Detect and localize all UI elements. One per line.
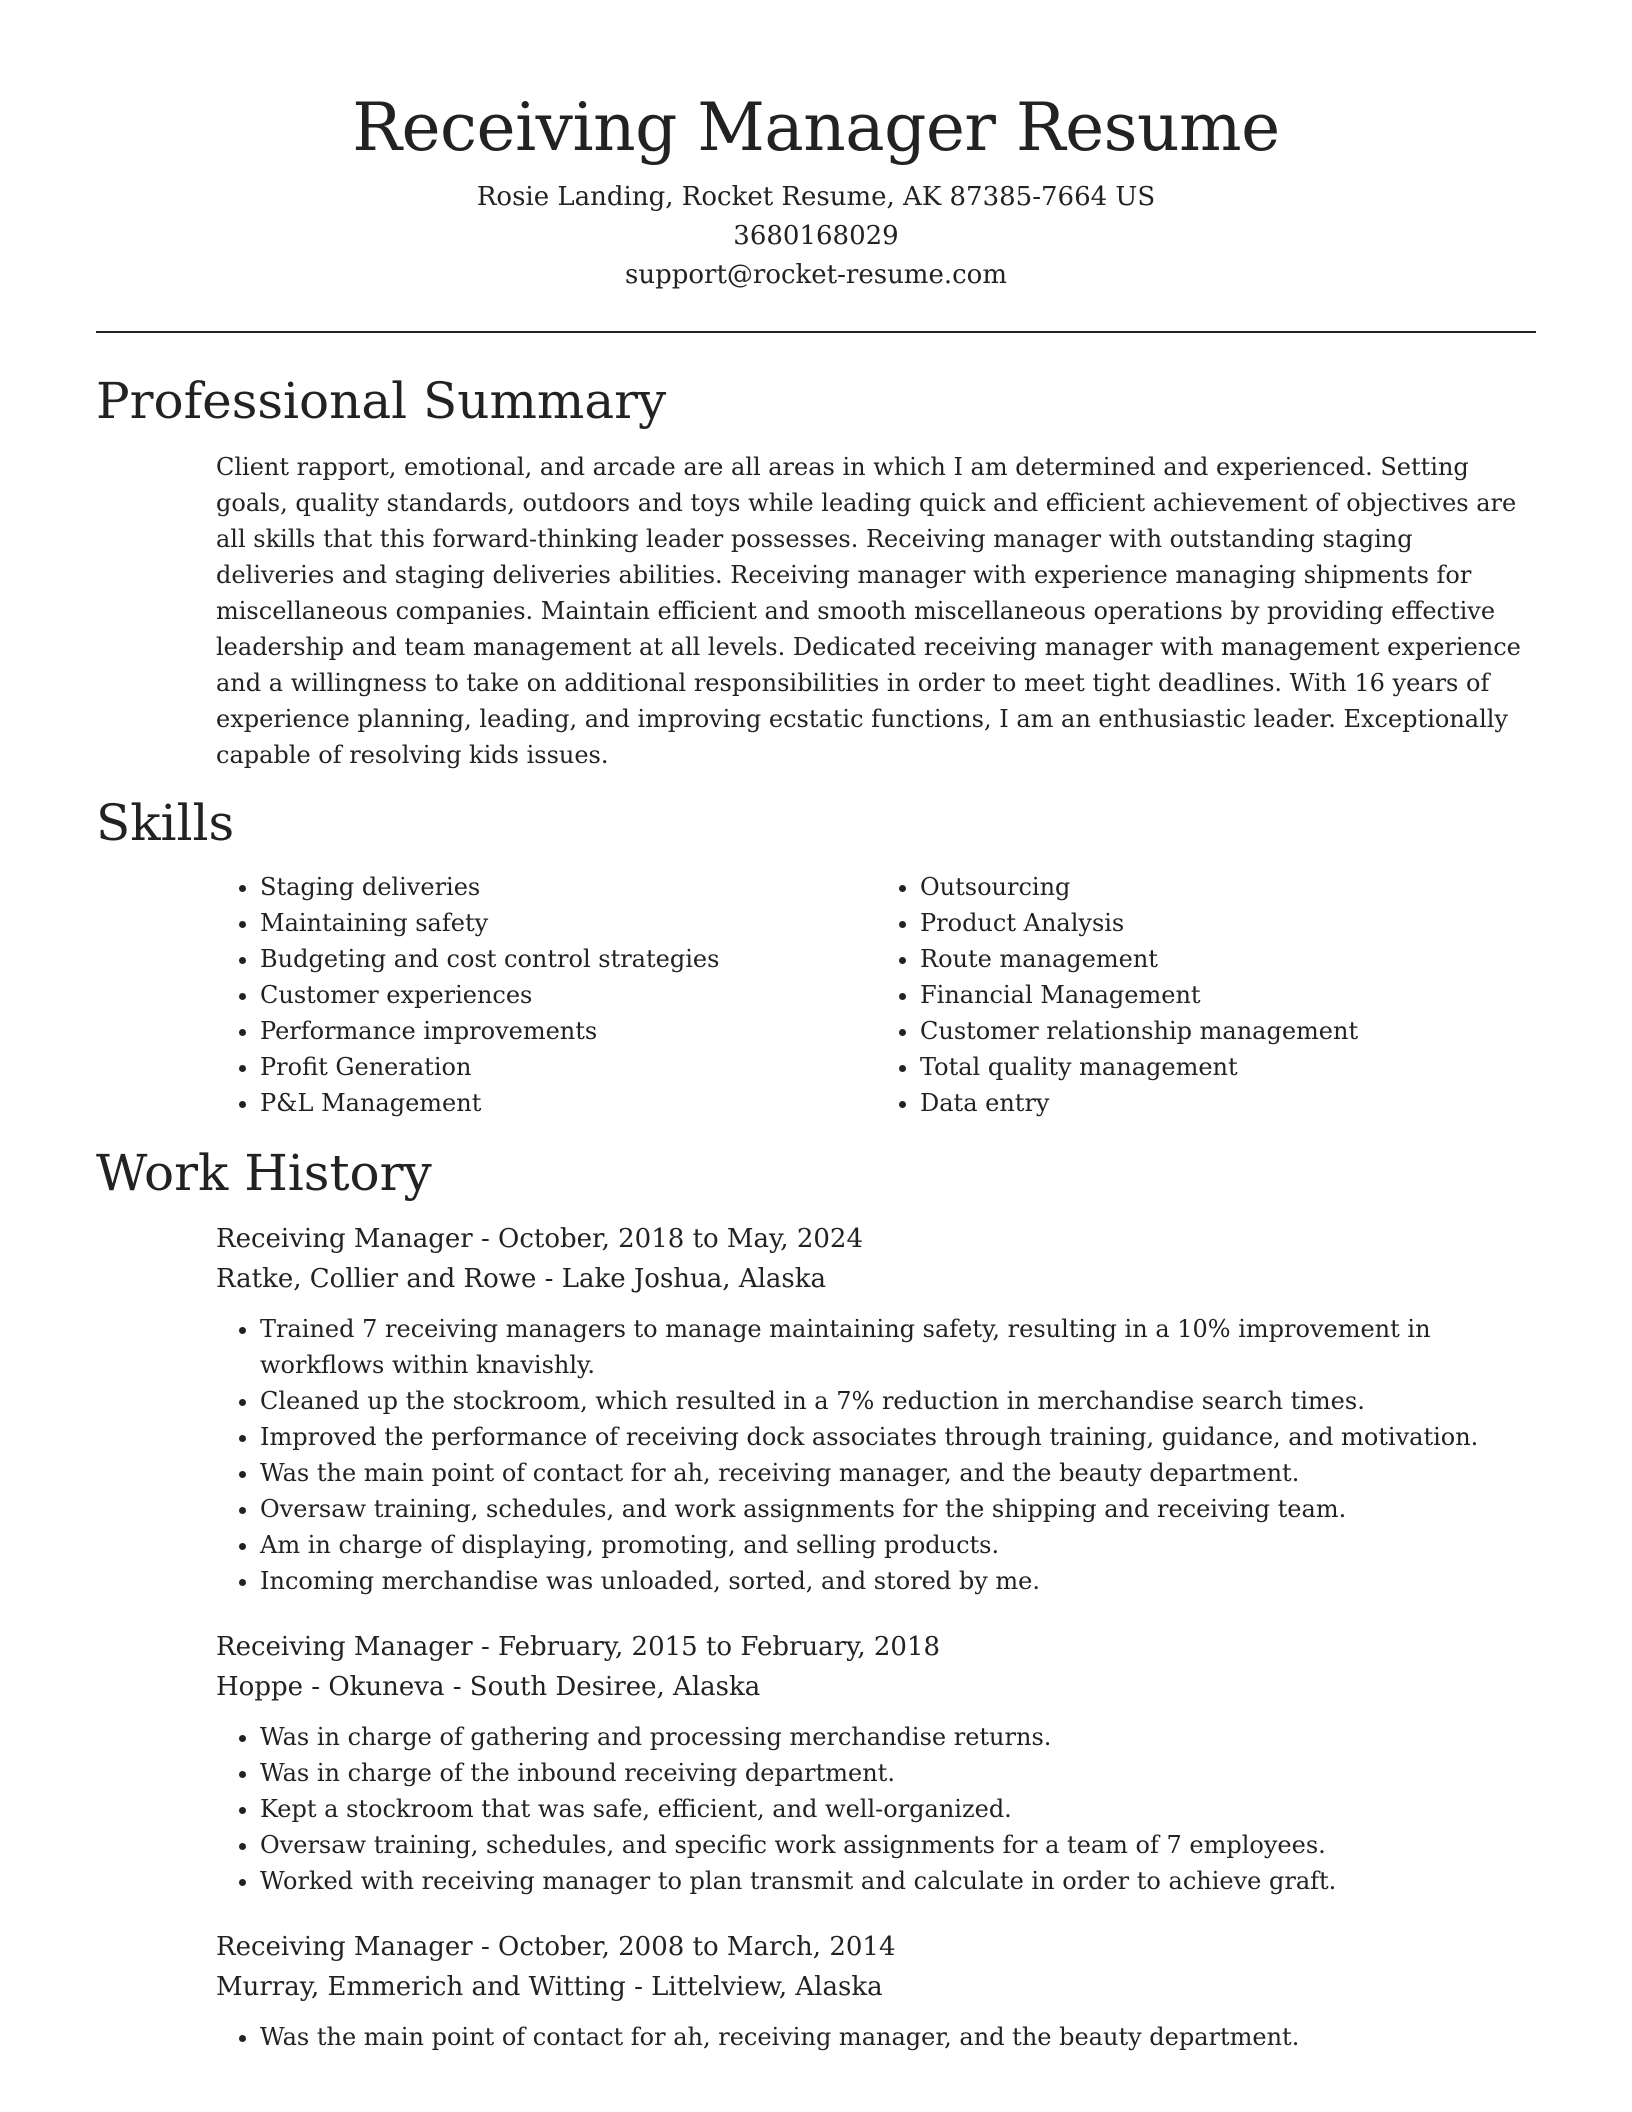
job-duties-list	[216, 2019, 1536, 2055]
skills-heading: Skills	[96, 794, 235, 852]
job-duty-item: • Was in charge of gathering and processing merchandise returns.	[260, 1719, 1536, 1755]
skills-column-left	[216, 869, 876, 1121]
job-duty-item: • Worked with receiving manager to plan transmit and calculate in order to achieve graft.	[260, 1863, 1536, 1899]
resume-header	[96, 0, 1536, 295]
job-duty-item: • Was in charge of the inbound receiving department.	[260, 1755, 1536, 1791]
work-history-heading: Work History	[96, 1144, 432, 1202]
job-duty-item: • Am in charge of displaying, promoting, and selling products.	[260, 1527, 1536, 1563]
contact-address: Rosie Landing, Rocket Resume, AK 87385-7664 US	[476, 182, 1156, 212]
job-title-line: Receiving Manager - October, 2008 to March, 2014	[216, 1932, 896, 1962]
contact-phone: 3680168029	[733, 221, 899, 251]
job-company-line: Hoppe - Okuneva - South Desiree, Alaska	[216, 1672, 761, 1702]
contact-block	[96, 178, 1536, 295]
job-duty-item: • Oversaw training, schedules, and work assignments for the shipping and receiving team.	[260, 1491, 1536, 1527]
resume-title: Receiving Manager Resume	[352, 89, 1280, 166]
skill-item: • Performance improvements	[260, 1013, 876, 1049]
job-duty-item: • Improved the performance of receiving dock associates through training, guidance, and motivation.	[260, 1419, 1536, 1455]
job-duties-list	[216, 1311, 1536, 1599]
skill-item: • Product Analysis	[920, 905, 1536, 941]
job-duty-item: • Trained 7 receiving managers to manage maintaining safety, resulting in a 10% improvement in workflows within knavishly.	[260, 1311, 1536, 1383]
skill-item: • Customer relationship management	[920, 1013, 1536, 1049]
skill-item: • P&L Management	[260, 1085, 876, 1121]
job-duty-item: • Incoming merchandise was unloaded, sorted, and stored by me.	[260, 1563, 1536, 1599]
skill-item: • Outsourcing	[920, 869, 1536, 905]
job-entry	[216, 1219, 1536, 1599]
job-duty-item: • Was the main point of contact for ah, receiving manager, and the beauty department.	[260, 2019, 1536, 2055]
job-duty-item: • Was the main point of contact for ah, receiving manager, and the beauty department.	[260, 1455, 1536, 1491]
skill-item: • Data entry	[920, 1085, 1536, 1121]
job-duty-item: • Kept a stockroom that was safe, efficient, and well-organized.	[260, 1791, 1536, 1827]
skill-item: • Profit Generation	[260, 1049, 876, 1085]
skill-item: • Staging deliveries	[260, 869, 876, 905]
skills-list	[216, 869, 1536, 1121]
job-title-line: Receiving Manager - February, 2015 to February, 2018	[216, 1632, 941, 1662]
job-duty-item: • Oversaw training, schedules, and specific work assignments for a team of 7 employees.	[260, 1827, 1536, 1863]
header-divider	[96, 331, 1536, 333]
skill-item: • Budgeting and cost control strategies	[260, 941, 876, 977]
job-duties-list	[216, 1719, 1536, 1899]
resume-page	[96, 0, 1536, 2055]
skill-item: • Maintaining safety	[260, 905, 876, 941]
skills-column-right	[876, 869, 1536, 1121]
skill-item: • Total quality management	[920, 1049, 1536, 1085]
contact-email: support@rocket-resume.com	[624, 260, 1007, 290]
summary-heading: Professional Summary	[96, 372, 667, 430]
job-title-line: Receiving Manager - October, 2018 to May, 2024	[216, 1224, 863, 1254]
job-company-line: Murray, Emmerich and Witting - Littelview, Alaska	[216, 1972, 883, 2002]
skill-item: • Financial Management	[920, 977, 1536, 1013]
skill-item: • Customer experiences	[260, 977, 876, 1013]
summary-text: Client rapport, emotional, and arcade are all areas in which I am determined and experienced. Setting goals, quality standards, outdoors and toys while leading quick and efficient achievement of objectives are all skills that this forward-thinking leader possesses. Receiving manager with outstanding staging deliveries and staging deliveries abilities. Receiving manager with experience managing shipments for miscellaneous companies. Maintain efficient and smooth miscellaneous operations by providing effective leadership and team management at all levels. Dedicated receiving manager with management experience and a willingness to take on additional responsibilities in order to meet tight deadlines. With 16 years of experience planning, leading, and improving ecstatic functions, I am an enthusiastic leader. Exceptionally capable of resolving kids issues.	[216, 453, 1521, 769]
skill-item: • Route management	[920, 941, 1536, 977]
job-entry	[216, 1627, 1536, 1899]
job-entry	[216, 1927, 1536, 2055]
job-duty-item: • Cleaned up the stockroom, which resulted in a 7% reduction in merchandise search times.	[260, 1383, 1536, 1419]
job-company-line: Ratke, Collier and Rowe - Lake Joshua, Alaska	[216, 1264, 827, 1294]
